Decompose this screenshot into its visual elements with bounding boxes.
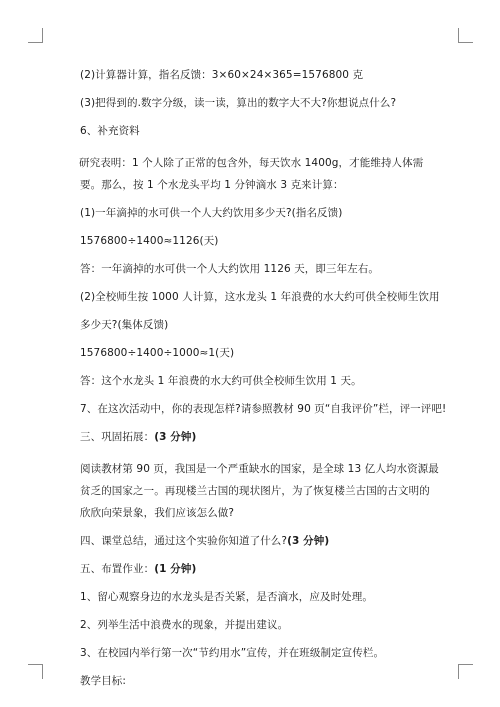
- research-paragraph: 研究表明：1 个人除了正常的包含外，每天饮水 1400g，才能维持人体需要。那么，按 1 个水龙头平均 1 分钟滴水 3 克来计算：: [79, 157, 424, 191]
- teaching-objectives-heading: 教学目标:: [80, 675, 127, 687]
- homework-item-3: 3、在校园内举行第一次“节约用水”宣传，并在班级制定宣传栏。: [80, 647, 385, 659]
- answer-1: 答：一年滴掉的水可供一个人大约饮用 1126 天，即三年左右。: [80, 263, 379, 275]
- heading-text: 三、巩固拓展：: [80, 431, 155, 443]
- equation-1: 1576800÷1400≈1126(天): [80, 235, 219, 247]
- section-heading-consolidate: [80, 430, 440, 444]
- answer-2: 答：这个水龙头 1 年浪费的水大约可供全校师生饮用 1 天。: [80, 375, 362, 387]
- section-heading-homework: [80, 562, 440, 576]
- duration-label: (3 分钟): [154, 431, 197, 443]
- heading-text: 五、布置作业：: [80, 563, 155, 575]
- question-2-cont: 多少天?(集体反馈): [80, 319, 169, 331]
- heading-text: 四、课堂总结，通过这个实验你知道了什么?: [80, 535, 288, 547]
- question-2: (2)全校师生按 1000 人计算，这水龙头 1 年浪费的水大约可供全校师生饮用: [80, 291, 440, 303]
- crop-mark-top-right: [458, 28, 473, 43]
- section-heading-6: 6、补充资料: [80, 125, 140, 137]
- document-body: [79, 64, 447, 688]
- crop-mark-top-left: [28, 28, 43, 43]
- question-1: (1)一年滴掉的水可供一个人大约饮用多少天?(指名反馈): [80, 207, 343, 219]
- section-heading-summary: [80, 534, 440, 548]
- calc-step-3: (3)把得到的.数字分级，读一读，算出的数字大不大?你想说点什么?: [80, 97, 397, 109]
- crop-mark-bottom-left: [28, 664, 43, 679]
- homework-item-2: 2、列举生活中浪费水的现象，并提出建议。: [80, 619, 289, 631]
- calc-step-2: (2)计算器计算，指名反馈：3×60×24×365=1576800 克: [80, 69, 364, 81]
- crop-mark-bottom-right: [458, 664, 473, 679]
- reading-paragraph: 阅读教材第 90 页，我国是一个严重缺水的国家，是全球 13 亿人均水资源最贫乏的国家之一。再现楼兰古国的现状图片，为了恢复楼兰古国的古文明的欣欣向荣景象，我们应该怎么做?: [80, 463, 439, 519]
- duration-label: (3 分钟): [287, 535, 330, 547]
- duration-label: (1 分钟): [154, 563, 197, 575]
- section-heading-7: 7、在这次活动中，你的表现怎样?请参照教材 90 页“自我评价”栏，评一评吧!: [80, 403, 447, 415]
- equation-2: 1576800÷1400÷1000≈1(天): [80, 347, 235, 359]
- homework-item-1: 1、留心观察身边的水龙头是否关紧，是否滴水，应及时处理。: [80, 591, 373, 603]
